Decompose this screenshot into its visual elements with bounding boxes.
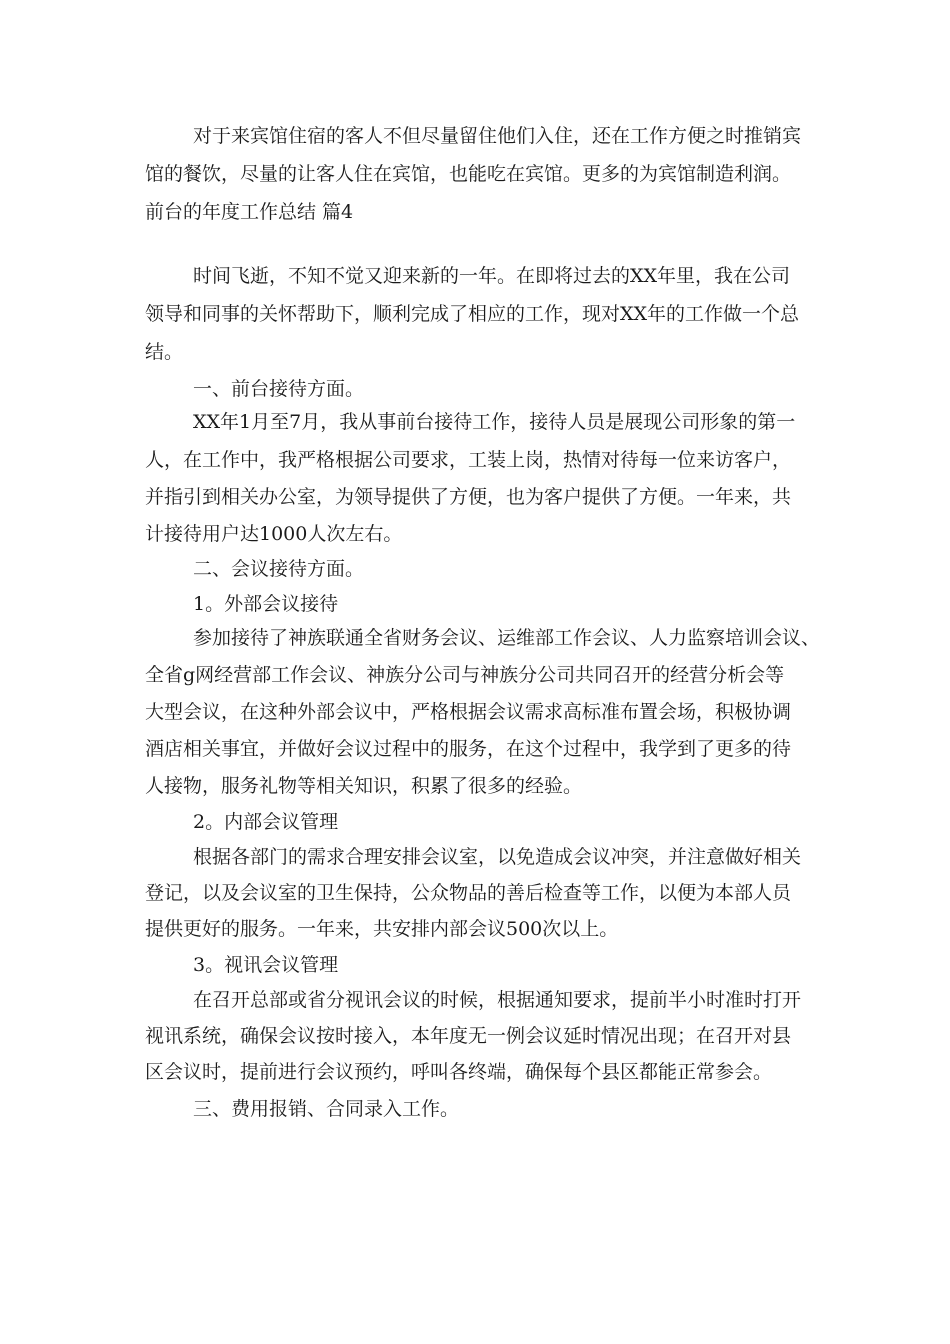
- subheading: 一、前台接待方面。: [193, 378, 365, 400]
- paragraph-line: 提供更好的服务。一年来，共安排内部会议500次以上。: [145, 918, 619, 940]
- paragraph-line: 全省g网经营部工作会议、神族分公司与神族分公司共同召开的经营分析会等: [145, 664, 785, 686]
- paragraph-line: 区会议时，提前进行会议预约，呼叫各终端，确保每个县区都能正常参会。: [145, 1061, 773, 1083]
- paragraph-line: XX年1月至7月，我从事前台接待工作，接待人员是展现公司形象的第一: [193, 411, 796, 433]
- paragraph-line: 对于来宾馆住宿的客人不但尽量留住他们入住，还在工作方便之时推销宾: [193, 125, 802, 147]
- paragraph-line: 人，在工作中，我严格根据公司要求，工装上岗，热情对待每一位来访客户，: [145, 449, 792, 471]
- paragraph-line: 参加接待了神族联通全省财务会议、运维部工作会议、人力监察培训会议、: [193, 627, 821, 649]
- paragraph-line: 领导和同事的关怀帮助下，顺利完成了相应的工作，现对XX年的工作做一个总: [145, 303, 800, 325]
- paragraph-line: 在召开总部或省分视讯会议的时候，根据通知要求，提前半小时准时打开: [193, 989, 802, 1011]
- paragraph-line: 人接物，服务礼物等相关知识，积累了很多的经验。: [145, 775, 583, 797]
- subheading: 二、会议接待方面。: [193, 558, 365, 580]
- subheading: 1。外部会议接待: [193, 593, 339, 615]
- paragraph-line: 并指引到相关办公室，为领导提供了方便，也为客户提供了方便。一年来，共: [145, 486, 792, 508]
- subheading: 3。视讯会议管理: [193, 954, 339, 976]
- paragraph-line: 视讯系统，确保会议按时接入，本年度无一例会议延时情况出现；在召开对县: [145, 1025, 792, 1047]
- section-heading: 前台的年度工作总结 篇4: [145, 201, 354, 223]
- paragraph-line: 时间飞逝，不知不觉又迎来新的一年。在即将过去的XX年里，我在公司: [193, 265, 791, 287]
- paragraph-line: 计接待用户达1000人次左右。: [145, 523, 403, 545]
- paragraph-line: 根据各部门的需求合理安排会议室，以免造成会议冲突，并注意做好相关: [193, 846, 802, 868]
- paragraph-line: 登记，以及会议室的卫生保持，公众物品的善后检查等工作，以便为本部人员: [145, 882, 792, 904]
- paragraph-line: 结。: [145, 341, 184, 363]
- paragraph-line: 酒店相关事宜，并做好会议过程中的服务，在这个过程中，我学到了更多的待: [145, 738, 792, 760]
- subheading: 2。内部会议管理: [193, 811, 339, 833]
- paragraph-line: 大型会议，在这种外部会议中，严格根据会议需求高标准布置会场，积极协调: [145, 701, 792, 723]
- subheading: 三、费用报销、合同录入工作。: [193, 1098, 460, 1120]
- paragraph-line: 馆的餐饮，尽量的让客人住在宾馆，也能吃在宾馆。更多的为宾馆制造利润。: [145, 163, 792, 185]
